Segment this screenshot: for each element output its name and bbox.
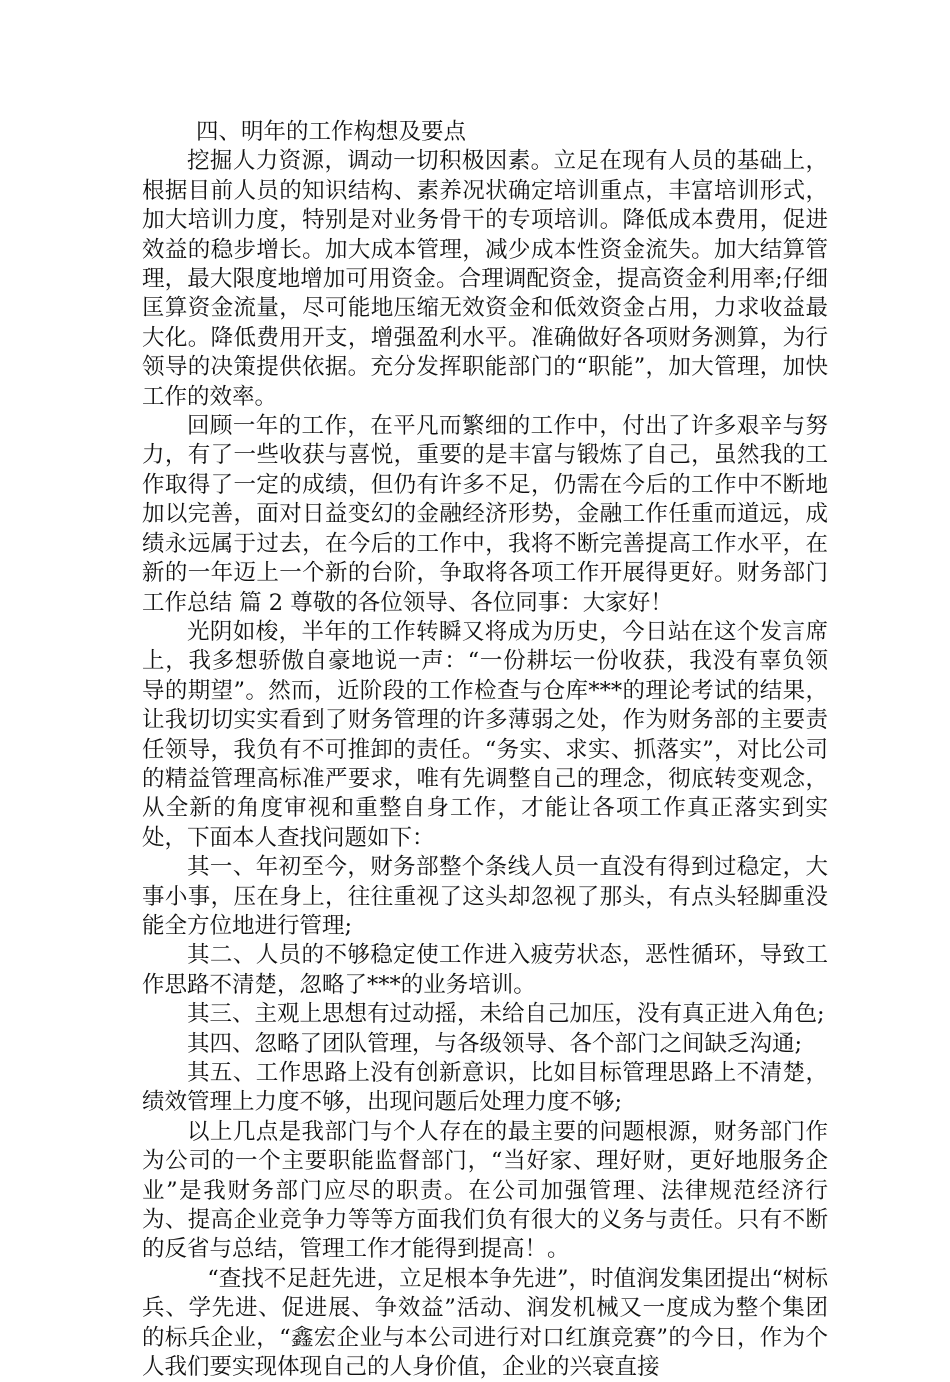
paragraph-year-review: 回顾一年的工作，在平凡而繁细的工作中，付出了许多艰辛与努力，有了一些收获与喜悦，重要的是丰富与锻炼了自己，虽然我的工作取得了一定的成绩，但仍有许多不足，仍需在今后的工作中不断地加以完善，面对日益变幻的金融经济形势，金融工作任重而道远，成绩永远属于过去，在今后的工作中，我将不断完善提高工作水平，在新的一年迈上一个新的台阶，争取将各项工作开展得更好。财务部门工作总结 篇 2 尊敬的各位领导、各位同事：大家好！ — [142, 413, 828, 616]
paragraph-issue-1: 其一、年初至今，财务部整个条线人员一直没有得到过稳定，大事小事，压在身上，往往重视了这头却忽视了那头，有点头轻脚重没能全方位地进行管理; — [142, 854, 828, 939]
paragraph-issue-4: 其四、忽略了团队管理，与各级领导、各个部门之间缺乏沟通; — [187, 1030, 803, 1057]
paragraph-issue-3: 其三、主观上思想有过动摇，未给自己加压，没有真正进入角色; — [187, 1001, 825, 1028]
section-heading: 四、明年的工作构想及要点 — [196, 119, 467, 145]
paragraph-competition: “查找不足赶先进，立足根本争先进”，时值润发集团提出“树标兵、学先进、促进展、争效益”活动、润发机械又一度成为整个集团的标兵企业，“鑫宏企业与本公司进行对口红旗竞赛”的今日，作为个人我们要实现体现自己的人身价值，企业的兴衰直接 — [142, 1265, 828, 1381]
paragraph-summary: 以上几点是我部门与个人存在的最主要的问题根源，财务部门作为公司的一个主要职能监督部门，“当好家、理好财，更好地服务企业”是我财务部门应尽的职责。在公司加强管理、法律规范经济行为、提高企业竞争力等等方面我们负有很大的义务与责任。只有不断的反省与总结，管理工作才能得到提高！。 — [142, 1118, 828, 1263]
paragraph-work-plan: 挖掘人力资源，调动一切积极因素。立足在现有人员的基础上，根据目前人员的知识结构、素养况状确定培训重点，丰富培训形式，加大培训力度，特别是对业务骨干的专项培训。降低成本费用，促进效益的稳步增长。加大成本管理，减少成本性资金流失。加大结算管理，最大限度地增加可用资金。合理调配资金，提高资金利用率;仔细匡算资金流量，尽可能地压缩无效资金和低效资金占用，力求收益最大化。降低费用开支，增强盈利水平。准确做好各项财务测算，为行领导的决策提供依据。充分发挥职能部门的“职能”，加大管理，加快工作的效率。 — [142, 148, 828, 410]
document-body — [142, 118, 828, 1382]
paragraph-half-year: 光阴如梭，半年的工作转瞬又将成为历史，今日站在这个发言席上，我多想骄傲自豪地说一声：“一份耕坛一份收获，我没有辜负领导的期望”。然而，近阶段的工作检查与仓库***的理论考试的结果，让我切切实实看到了财务管理的许多薄弱之处，作为财务部的主要责任领导，我负有不可推卸的责任。“务实、求实、抓落实”，对比公司的精益管理高标准严要求，唯有先调整自己的理念，彻底转变观念，从全新的角度审视和重整自身工作，才能让各项工作真正落实到实处，下面本人查找问题如下： — [142, 618, 828, 851]
paragraph-issue-5: 其五、工作思路上没有创新意识，比如目标管理思路上不清楚，绩效管理上力度不够，出现问题后处理力度不够; — [142, 1060, 828, 1116]
paragraph-issue-2: 其二、人员的不够稳定使工作进入疲劳状态，恶性循环，导致工作思路不清楚，忽略了***的业务培训。 — [142, 942, 828, 998]
